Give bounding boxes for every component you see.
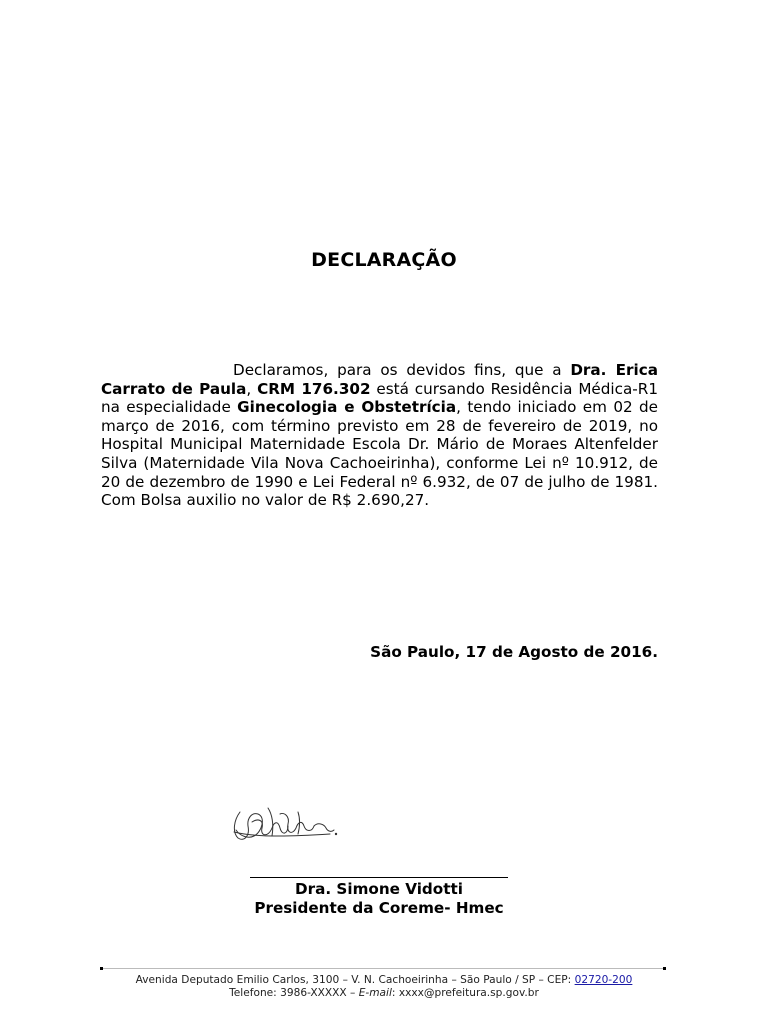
- handwritten-signature: [228, 798, 340, 846]
- footer-email: : xxxx@prefeitura.sp.gov.br: [391, 987, 539, 999]
- footer-contact-line: [0, 987, 768, 1000]
- signature-line: [250, 877, 508, 878]
- footer: [0, 974, 768, 1000]
- body-segment-3: está cursando Residência Médica-R1 na especialidade: [101, 379, 658, 417]
- declaration-paragraph: [101, 361, 658, 510]
- signer-name: Dra. Simone Vidotti: [295, 880, 463, 898]
- document-title: DECLARAÇÃO: [311, 249, 457, 271]
- footer-phone: Telefone: 3986-XXXXX –: [229, 987, 359, 999]
- footer-divider: [100, 968, 666, 969]
- specialty: Ginecologia e Obstetrícia: [237, 398, 457, 417]
- crm-number: CRM 176.302: [257, 379, 371, 398]
- footer-address-line: [0, 974, 768, 987]
- signer-role: Presidente da Coreme- Hmec: [254, 899, 504, 917]
- body-segment-1: Declaramos, para os devidos fins, que a: [233, 361, 571, 379]
- body-segment-2: ,: [246, 379, 258, 398]
- body-segment-4: , tendo iniciado em 02 de março de 2016, com término previsto em 28 de fevereiro de 2019, no Hospital Municipal Maternidade Escola Dr. Mário de Moraes Altenfelder Silva (Maternidade Vila Nova Cachoeirinha), conforme Lei nº 10.912, de 20 de dezembro de 1990 e Lei Federal nº 6.932, de 07 de julho de 1981. Com Bolsa auxilio no valor de R$ 2.690,27.: [101, 398, 658, 510]
- cep-link[interactable]: 02720-200: [574, 974, 633, 986]
- footer-email-label: E-mail: [358, 987, 392, 999]
- resident-name: Dra. Erica Carrato de Paula: [101, 361, 658, 398]
- signer-block: [250, 880, 508, 918]
- place-date: São Paulo, 17 de Agosto de 2016.: [370, 643, 658, 661]
- footer-address: Avenida Deputado Emilio Carlos, 3100 – V. N. Cachoeirinha – São Paulo / SP – CEP:: [135, 974, 575, 986]
